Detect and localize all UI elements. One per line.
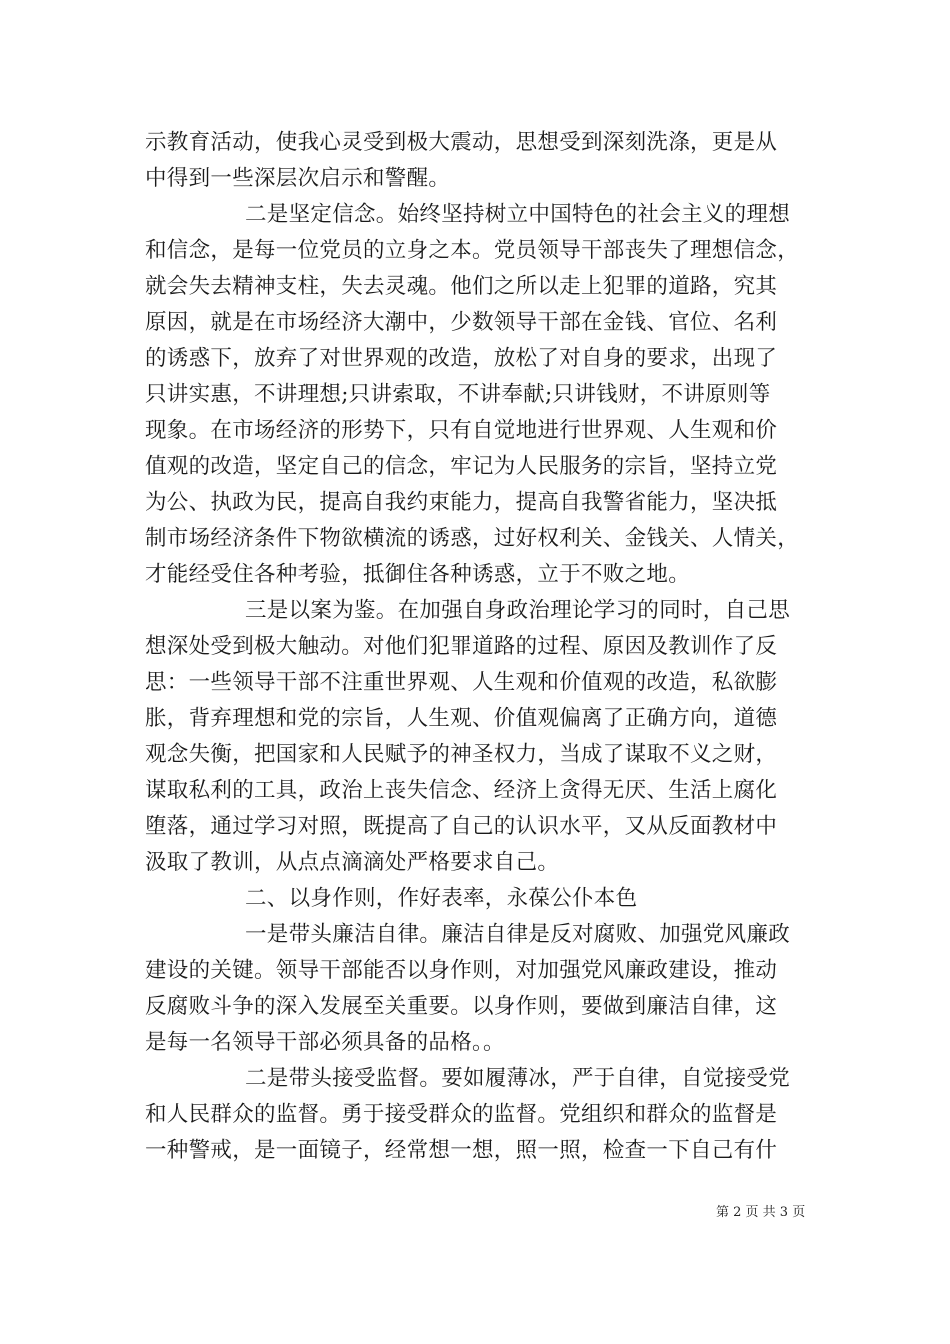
text-line: 汲取了教训，从点点滴滴处严格要求自己。 — [145, 850, 560, 875]
paragraph-start-line: 二是带头接受监督。要如履薄冰，严于自律，自觉接受党 — [245, 1066, 791, 1091]
text-line: 堕落，通过学习对照，既提高了自己的认识水平，又从反面教材中 — [145, 814, 778, 839]
text-line: 制市场经济条件下物欲横流的诱惑，过好权利关、金钱关、人情关， — [145, 526, 800, 551]
text-line: 反腐败斗争的深入发展至关重要。以身作则，要做到廉洁自律，这 — [145, 994, 778, 1019]
text-line: 为公、执政为民，提高自我约束能力，提高自我警省能力，坚决抵 — [145, 490, 778, 515]
paragraph-start-line: 二是坚定信念。始终坚持树立中国特色的社会主义的理想 — [245, 202, 791, 227]
text-line: 谋取私利的工具，政治上丧失信念、经济上贪得无厌、生活上腐化 — [145, 778, 778, 803]
text-line: 示教育活动，使我心灵受到极大震动，思想受到深刻洗涤，更是从 — [145, 130, 778, 155]
text-line: 一种警戒，是一面镜子，经常想一想，照一照，检查一下自己有什 — [145, 1138, 778, 1163]
text-line: 值观的改造，坚定自己的信念，牢记为人民服务的宗旨，坚持立党 — [145, 454, 778, 479]
text-line: 就会失去精神支柱，失去灵魂。他们之所以走上犯罪的道路，究其 — [145, 274, 778, 299]
text-line: 和人民群众的监督。勇于接受群众的监督。党组织和群众的监督是 — [145, 1102, 778, 1127]
text-line: 建设的关键。领导干部能否以身作则，对加强党风廉政建设，推动 — [145, 958, 778, 983]
paragraph-start-line: 三是以案为鉴。在加强自身政治理论学习的同时，自己思 — [245, 598, 791, 623]
text-line: 中得到一些深层次启示和警醒。 — [145, 166, 451, 191]
text-line: 观念失衡，把国家和人民赋予的神圣权力，当成了谋取不义之财， — [145, 742, 778, 767]
text-line: 的诱惑下，放弃了对世界观的改造，放松了对自身的要求，出现了 — [145, 346, 778, 371]
page-number-footer: 第 2 页 共 3 页 — [716, 1205, 806, 1220]
text-line: 是每一名领导干部必须具备的品格。。 — [145, 1030, 505, 1055]
text-line: 思：一些领导干部不注重世界观、人生观和价值观的改造，私欲膨 — [145, 670, 778, 695]
section-heading: 二、以身作则，作好表率，永葆公仆本色 — [245, 886, 638, 911]
text-line: 想深处受到极大触动。对他们犯罪道路的过程、原因及教训作了反 — [145, 634, 778, 659]
paragraph-start-line: 一是带头廉洁自律。廉洁自律是反对腐败、加强党风廉政 — [245, 922, 791, 947]
text-line: 现象。在市场经济的形势下，只有自觉地进行世界观、人生观和价 — [145, 418, 778, 443]
text-line: 原因，就是在市场经济大潮中，少数领导干部在金钱、官位、名利 — [145, 310, 778, 335]
text-line: 和信念，是每一位党员的立身之本。党员领导干部丧失了理想信念， — [145, 238, 800, 263]
text-line: 胀，背弃理想和党的宗旨，人生观、价值观偏离了正确方向，道德 — [145, 706, 778, 731]
text-line: 只讲实惠，不讲理想;只讲索取，不讲奉献;只讲钱财，不讲原则等 — [145, 382, 771, 407]
text-line: 才能经受住各种考验，抵御住各种诱惑，立于不败之地。 — [145, 562, 691, 587]
